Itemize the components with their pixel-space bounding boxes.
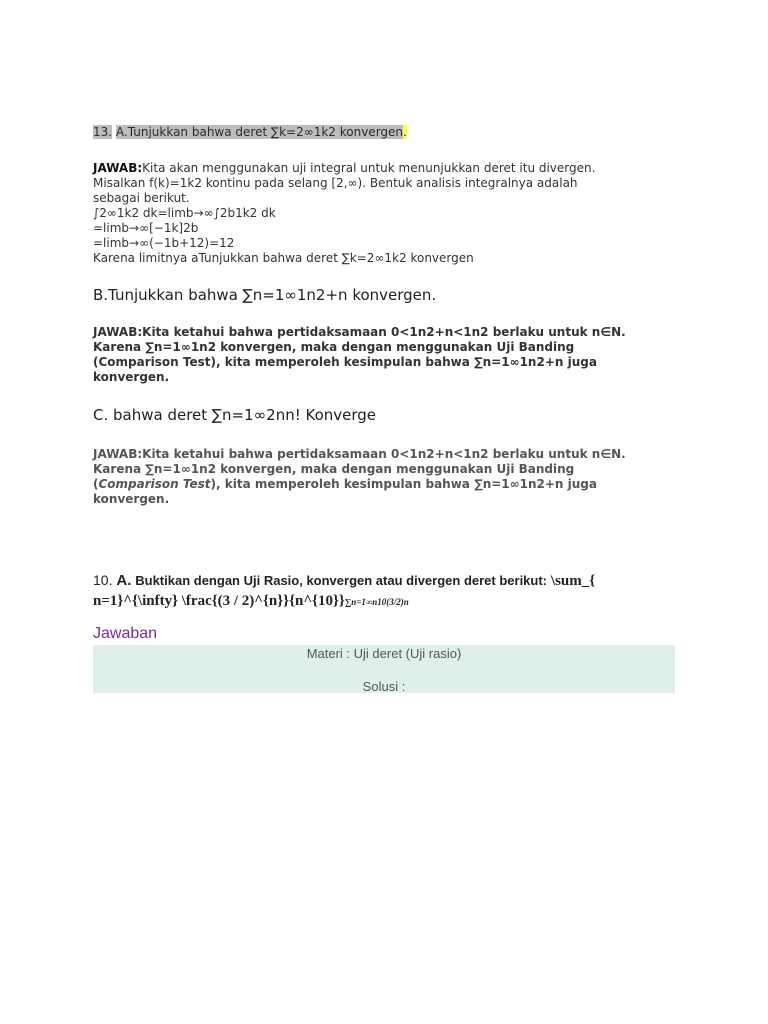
answer-b: [93, 325, 683, 385]
question-10-rendered-formula: ∑n=1∞n10(3/2)n: [344, 597, 409, 607]
answer-c-line-3: [93, 477, 683, 492]
answer-13-label: JAWAB:: [93, 161, 143, 175]
answer-c-line-3-pre: (: [93, 477, 99, 491]
question-10-latex-1: \sum_{: [550, 573, 596, 589]
answer-c-line-3-post: ), kita memperoleh kesimpulan bahwa ∑n=1∞1n2+n juga: [210, 477, 597, 491]
answer-c-comparison-test: Comparison Test: [98, 477, 211, 491]
panel-solusi: Solusi :: [362, 679, 406, 694]
answer-13-line-3: sebagai berikut.: [93, 191, 190, 205]
question-10-latex-2: n=1}^{\infty} \frac{(3 / 2)^{n}}{n^{10}}: [93, 593, 345, 609]
question-10: [93, 571, 683, 612]
question-10-label: A.: [116, 572, 132, 589]
question-13-number: 13.: [93, 125, 113, 139]
answer-13-line-5: =limb→∞[−1k]2b: [93, 221, 199, 235]
question-10-line-2: [93, 591, 683, 612]
answer-13-line-2: Misalkan f(k)=1k2 kontinu pada selang [2,∞). Bentuk analisis integralnya adalah: [93, 176, 578, 190]
question-10-line-1: [93, 571, 683, 591]
answer-13-line-4: ∫2∞1k2 dk=limb→∞∫2b1k2 dk: [93, 206, 276, 220]
answer-13-line-6: =limb→∞(−1b+12)=12: [93, 236, 235, 250]
answer-c-line-4: konvergen.: [93, 492, 170, 506]
answer-b-line-4: konvergen.: [93, 370, 170, 384]
answer-13-line-1: [93, 161, 683, 176]
answer-c: [93, 447, 683, 507]
answer-b-line-1: JAWAB:Kita ketahui bahwa pertidaksamaan 0<1n2+n<1n2 berlaku untuk n∈N.: [93, 325, 626, 339]
question-b: B.Tunjukkan bahwa ∑n=1∞1n2+n konvergen.: [93, 286, 437, 304]
answer-13-line-1-text: Kita akan menggunakan uji integral untuk menunjukkan deret itu divergen.: [142, 161, 596, 175]
question-13-text: A.Tunjukkan bahwa deret ∑k=2∞1k2 konvergen: [115, 125, 404, 139]
answer-13-line-7: Karena limitnya aTunjukkan bahwa deret ∑k=2∞1k2 konvergen: [93, 251, 474, 265]
question-c: C. bahwa deret ∑n=1∞2nn! Konverge: [93, 406, 377, 424]
answer-13: [93, 161, 683, 266]
question-10-text: Buktikan dengan Uji Rasio, konvergen atau divergen deret berikut:: [135, 573, 548, 588]
question-13-end: .: [403, 125, 407, 139]
answer-c-line-2: Karena ∑n=1∞1n2 konvergen, maka dengan menggunakan Uji Banding: [93, 462, 575, 476]
answer-c-line-1: JAWAB:Kita ketahui bahwa pertidaksamaan 0<1n2+n<1n2 berlaku untuk n∈N.: [93, 447, 626, 461]
jawaban-heading: Jawaban: [93, 625, 158, 642]
answer-b-line-2: Karena ∑n=1∞1n2 konvergen, maka dengan menggunakan Uji Banding: [93, 340, 575, 354]
panel-materi: Materi : Uji deret (Uji rasio): [306, 646, 462, 661]
question-10-number: 10.: [93, 572, 113, 588]
question-13: [93, 125, 683, 139]
answer-b-line-3: (Comparison Test), kita memperoleh kesimpulan bahwa ∑n=1∞1n2+n juga: [93, 355, 597, 369]
solution-panel: [93, 645, 675, 693]
